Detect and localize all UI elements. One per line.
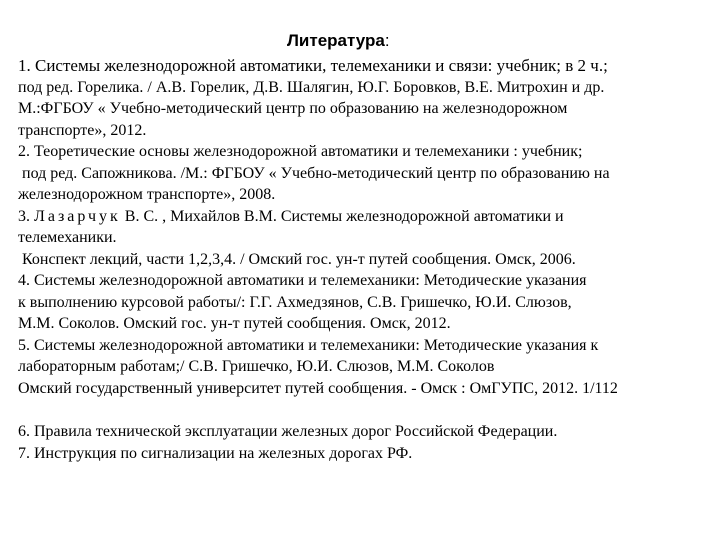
- reference-item-3: [18, 206, 718, 271]
- reference-line-rest: В. С. , Михайлов В.М. Системы железнодорожной автоматики и: [120, 207, 564, 225]
- reference-number: 3.: [18, 207, 30, 225]
- reference-line: М.М. Соколов. Омский гос. ун-т путей сообщения. Омск, 2012.: [18, 315, 451, 332]
- reference-line: 4. Системы железнодорожной автоматики и телемеханики: Методические указания: [18, 272, 587, 289]
- reference-item-4: [18, 270, 718, 335]
- reference-line: лабораторным работам;/ С.В. Гришечко, Ю.И. Слюзов, М.М. Соколов: [18, 358, 495, 375]
- reference-line: железнодорожном транспорте», 2008.: [18, 186, 276, 203]
- reference-item-7: [18, 443, 718, 465]
- reference-item-5: [18, 335, 718, 400]
- reference-item-2: [18, 141, 718, 206]
- reference-line: транспорте», 2012.: [18, 121, 147, 139]
- page-title: [0, 31, 720, 51]
- reference-line: 5. Системы железнодорожной автоматики и телемеханики: Методические указания к: [18, 336, 599, 354]
- reference-item-6: [18, 421, 718, 443]
- blank-line: [18, 399, 718, 421]
- reference-line: телемеханики.: [18, 229, 117, 246]
- reference-line: под ред. Сапожникова. /М.: ФГБОУ « Учебно-методический центр по образованию на: [18, 164, 610, 182]
- reference-line: [18, 206, 718, 228]
- reference-line: Конспект лекций, части 1,2,3,4. / Омский гос. ун-т путей сообщения. Омск, 2006.: [18, 250, 576, 268]
- title-text: Литература: [287, 31, 385, 50]
- title-colon: :: [384, 31, 390, 50]
- reference-line: 7. Инструкция по сигнализации на железных дорогах РФ.: [18, 444, 413, 462]
- reference-line: к выполнению курсовой работы/: Г.Г. Ахмедзянов, С.В. Гришечко, Ю.И. Слюзов,: [18, 293, 572, 311]
- reference-line: 1. Системы железнодорожной автоматики, телемеханики и связи: учебник; в 2 ч.;: [18, 56, 608, 75]
- reference-line: М.:ФГБОУ « Учебно-методический центр по образованию на железнодорожном: [18, 100, 568, 117]
- reference-line: 2. Теоретические основы железнодорожной автоматики и телемеханики : учебник;: [18, 143, 583, 160]
- reference-line: под ред. Горелика. / А.В. Горелик, Д.В. Шалягин, Ю.Г. Боровков, В.Е. Митрохин и др.: [18, 78, 605, 96]
- reference-line: Омский государственный университет путей сообщения. - Омск : ОмГУПС, 2012. 1/112: [18, 379, 618, 397]
- reference-item-1: [18, 55, 718, 141]
- reference-line: 6. Правила технической эксплуатации железных дорог Российской Федерации.: [18, 423, 558, 440]
- reference-author-spaced: Лазарчук: [34, 207, 121, 225]
- reference-list: [18, 55, 718, 464]
